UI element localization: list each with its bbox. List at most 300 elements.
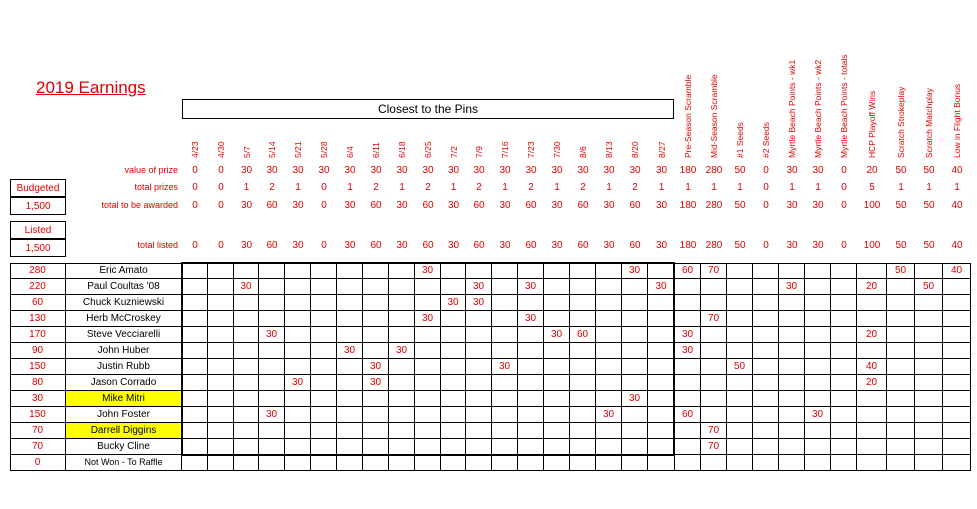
player-name: Justin Rubb: [66, 359, 182, 375]
value-cell: [259, 343, 285, 359]
summary-awarded-cell: 30: [447, 200, 460, 211]
summary-listed-cell: 60: [473, 240, 485, 251]
value-cell: [518, 295, 544, 311]
value-cell: [182, 423, 208, 439]
value-cell: 30: [415, 311, 441, 327]
value-cell: [648, 375, 675, 391]
value-cell: [857, 455, 887, 471]
value-cell: [441, 407, 466, 423]
summary-listed-cell: 50: [734, 240, 746, 251]
value-cell: [518, 375, 544, 391]
value-cell: [466, 375, 492, 391]
summary-prizes-cell: 2: [632, 182, 638, 193]
summary-awarded-cell: 0: [841, 200, 847, 211]
value-cell: [311, 311, 337, 327]
value-cell: [596, 455, 622, 471]
value-cell: [648, 359, 675, 375]
value-cell: [570, 455, 596, 471]
column-header: 8/6: [578, 146, 588, 158]
value-cell: [182, 439, 208, 455]
summary-awarded-cell: 180: [679, 200, 697, 211]
value-cell: [492, 407, 518, 423]
value-cell: [570, 311, 596, 327]
value-cell: [363, 279, 389, 295]
column-header: Myrtle Beach Points - totals: [839, 54, 849, 158]
summary-prizes-cell: 2: [425, 182, 431, 193]
value-cell: 30: [675, 327, 701, 343]
value-cell: 30: [518, 279, 544, 295]
summary-prizes-cell: 1: [399, 182, 405, 193]
value-cell: [727, 343, 753, 359]
value-cell: [466, 391, 492, 407]
value-cell: [831, 407, 857, 423]
value-cell: [675, 455, 701, 471]
value-cell: [285, 279, 311, 295]
value-cell: [259, 391, 285, 407]
column-header: 7/9: [474, 146, 484, 158]
value-cell: [492, 455, 518, 471]
value-cell: [492, 423, 518, 439]
value-cell: [285, 391, 311, 407]
value-cell: [234, 423, 259, 439]
value-cell: [544, 359, 570, 375]
value-cell: [337, 279, 363, 295]
player-name: Darrell Diggins: [66, 423, 182, 439]
value-cell: [779, 391, 805, 407]
summary-prizes-cell: 0: [321, 182, 327, 193]
value-cell: [943, 375, 971, 391]
value-cell: [389, 311, 415, 327]
value-cell: [544, 407, 570, 423]
value-cell: [311, 439, 337, 455]
value-cell: [805, 295, 831, 311]
value-cell: [779, 375, 805, 391]
value-cell: 30: [259, 407, 285, 423]
value-cell: [753, 263, 779, 279]
summary-value-cell: 30: [655, 165, 668, 176]
value-cell: 60: [570, 327, 596, 343]
value-cell: [857, 407, 887, 423]
value-cell: [779, 263, 805, 279]
summary-prizes-cell: 1: [926, 182, 932, 193]
player-name: John Huber: [66, 343, 182, 359]
value-cell: [518, 423, 544, 439]
value-cell: [887, 439, 915, 455]
value-cell: [337, 359, 363, 375]
value-cell: [675, 279, 701, 295]
value-cell: [887, 343, 915, 359]
value-cell: [389, 359, 415, 375]
value-cell: [337, 423, 363, 439]
value-cell: [753, 327, 779, 343]
player-total: 0: [10, 455, 66, 471]
value-cell: [337, 455, 363, 471]
value-cell: [234, 327, 259, 343]
value-cell: [285, 311, 311, 327]
value-cell: [805, 375, 831, 391]
value-cell: [466, 423, 492, 439]
value-cell: [915, 343, 943, 359]
value-cell: [492, 311, 518, 327]
summary-prizes-cell: 1: [295, 182, 301, 193]
value-cell: [234, 359, 259, 375]
value-cell: [701, 295, 727, 311]
column-header: 8/20: [630, 141, 640, 158]
value-cell: [701, 375, 727, 391]
value-cell: [285, 439, 311, 455]
value-cell: [259, 295, 285, 311]
value-of-prize-label: value of prize: [124, 165, 178, 175]
value-cell: [544, 423, 570, 439]
summary-listed-cell: 60: [422, 240, 434, 251]
summary-listed-cell: 60: [577, 240, 589, 251]
value-cell: [466, 455, 492, 471]
value-cell: [234, 375, 259, 391]
summary-awarded-cell: 50: [895, 200, 907, 211]
value-cell: [570, 263, 596, 279]
value-cell: [389, 423, 415, 439]
summary-awarded-cell: 30: [812, 200, 824, 211]
value-cell: [466, 327, 492, 343]
budgeted-value: 1,500: [10, 197, 66, 215]
value-cell: [831, 279, 857, 295]
summary-prizes-cell: 1: [450, 182, 457, 193]
value-cell: [208, 407, 234, 423]
value-cell: [570, 295, 596, 311]
summary-awarded-cell: 30: [292, 200, 304, 211]
value-cell: [648, 295, 675, 311]
column-header: 6/11: [371, 142, 381, 158]
value-cell: [466, 311, 492, 327]
closest-to-pins-banner: Closest to the Pins: [182, 99, 674, 119]
value-cell: [648, 391, 675, 407]
column-header: Pre-Season Scramble: [683, 74, 693, 158]
value-cell: [831, 311, 857, 327]
value-cell: [622, 407, 648, 423]
value-cell: [208, 375, 234, 391]
value-cell: [389, 263, 415, 279]
value-cell: [363, 391, 389, 407]
value-cell: [779, 343, 805, 359]
summary-awarded-cell: 30: [655, 200, 668, 211]
value-cell: [337, 375, 363, 391]
summary-awarded-cell: 50: [734, 200, 746, 211]
summary-awarded-cell: 280: [705, 200, 723, 211]
player-total: 130: [10, 311, 66, 327]
column-header: 5/14: [267, 141, 277, 158]
summary-listed-cell: 30: [655, 240, 668, 251]
column-header: 6/18: [397, 141, 407, 158]
value-cell: [570, 343, 596, 359]
column-header: 8/27: [656, 141, 667, 158]
summary-listed-cell: 50: [895, 240, 907, 251]
value-cell: [779, 295, 805, 311]
value-cell: [441, 343, 466, 359]
player-name: Eric Amato: [66, 263, 182, 279]
value-cell: [182, 327, 208, 343]
summary-awarded-cell: 30: [396, 200, 408, 211]
value-cell: [915, 311, 943, 327]
value-cell: [389, 375, 415, 391]
player-name: Bucky Cline: [66, 439, 182, 455]
value-cell: [441, 263, 466, 279]
value-cell: [727, 327, 753, 343]
value-cell: [701, 455, 727, 471]
summary-listed-cell: 30: [447, 240, 460, 251]
summary-awarded-cell: 60: [629, 200, 641, 211]
summary-prizes-cell: 5: [869, 182, 875, 193]
value-cell: [831, 455, 857, 471]
value-cell: [311, 279, 337, 295]
column-header: HCP Playoff Wins: [867, 90, 877, 158]
value-cell: [259, 423, 285, 439]
value-cell: [857, 391, 887, 407]
column-header: 4/30: [216, 141, 226, 158]
value-cell: [389, 455, 415, 471]
value-cell: [831, 343, 857, 359]
value-cell: [208, 279, 234, 295]
value-cell: [805, 311, 831, 327]
value-cell: [622, 343, 648, 359]
column-header: Myrtle Beach Points - wk2: [813, 59, 823, 158]
value-cell: [544, 391, 570, 407]
value-cell: [727, 375, 753, 391]
value-cell: 70: [701, 263, 727, 279]
value-cell: [596, 391, 622, 407]
value-cell: [363, 263, 389, 279]
value-cell: [701, 327, 727, 343]
column-header: 5/7: [241, 146, 252, 158]
summary-listed-cell: 0: [321, 240, 327, 251]
player-total: 30: [10, 391, 66, 407]
summary-listed-cell: 30: [551, 240, 563, 251]
value-cell: 30: [363, 359, 389, 375]
value-cell: [182, 311, 208, 327]
summary-value-cell: 180: [679, 165, 697, 176]
summary-prizes-cell: 2: [269, 182, 275, 193]
summary-value-cell: 30: [422, 165, 434, 176]
value-cell: [182, 455, 208, 471]
summary-value-cell: 30: [447, 165, 460, 176]
summary-value-cell: 30: [318, 165, 330, 176]
value-cell: [831, 439, 857, 455]
value-cell: [208, 359, 234, 375]
summary-value-cell: 30: [473, 165, 485, 176]
listed-value: 1,500: [10, 239, 66, 257]
summary-prizes-cell: 1: [658, 182, 665, 193]
value-cell: [779, 423, 805, 439]
value-cell: [311, 375, 337, 391]
value-cell: [182, 263, 208, 279]
value-cell: [415, 343, 441, 359]
value-cell: 70: [701, 439, 727, 455]
summary-listed-cell: 0: [218, 240, 224, 251]
value-cell: [915, 391, 943, 407]
value-cell: [753, 407, 779, 423]
summary-listed-cell: 30: [786, 240, 798, 251]
value-cell: [311, 263, 337, 279]
value-cell: 30: [234, 279, 259, 295]
value-cell: [415, 359, 441, 375]
value-cell: [415, 423, 441, 439]
value-cell: [259, 455, 285, 471]
value-cell: [415, 279, 441, 295]
player-total: 220: [10, 279, 66, 295]
value-cell: [518, 359, 544, 375]
value-cell: [234, 391, 259, 407]
value-cell: [518, 391, 544, 407]
value-cell: [570, 375, 596, 391]
value-cell: [492, 391, 518, 407]
summary-value-cell: 30: [786, 165, 798, 176]
summary-prizes-cell: 1: [711, 182, 717, 193]
value-cell: 40: [857, 359, 887, 375]
summary-prizes-cell: 0: [763, 182, 769, 193]
value-cell: 50: [887, 263, 915, 279]
player-total: 150: [10, 407, 66, 423]
summary-listed-cell: 30: [812, 240, 824, 251]
value-cell: [337, 311, 363, 327]
summary-prizes-cell: 0: [192, 182, 198, 193]
player-total: 150: [10, 359, 66, 375]
summary-listed-cell: 60: [629, 240, 641, 251]
value-cell: [779, 439, 805, 455]
summary-awarded-cell: 60: [422, 200, 434, 211]
value-cell: [518, 455, 544, 471]
summary-value-cell: 30: [396, 165, 408, 176]
value-cell: [311, 455, 337, 471]
summary-prizes-cell: 1: [243, 182, 250, 193]
player-name: Herb McCroskey: [66, 311, 182, 327]
value-cell: [337, 407, 363, 423]
value-cell: [518, 407, 544, 423]
value-cell: [943, 423, 971, 439]
player-total: 170: [10, 327, 66, 343]
value-cell: 30: [622, 263, 648, 279]
value-cell: [753, 375, 779, 391]
value-cell: [943, 279, 971, 295]
value-cell: [285, 407, 311, 423]
value-cell: [363, 423, 389, 439]
value-cell: 30: [518, 311, 544, 327]
value-cell: [466, 407, 492, 423]
value-cell: [596, 263, 622, 279]
value-cell: 40: [943, 263, 971, 279]
summary-value-cell: 30: [292, 165, 304, 176]
value-cell: [779, 455, 805, 471]
value-cell: [570, 423, 596, 439]
total-prizes-label: total prizes: [134, 182, 178, 192]
summary-value-cell: 20: [866, 165, 878, 176]
value-cell: [259, 375, 285, 391]
value-cell: [648, 439, 675, 455]
value-cell: [701, 391, 727, 407]
value-cell: 30: [389, 343, 415, 359]
value-cell: [285, 263, 311, 279]
value-cell: [285, 295, 311, 311]
value-cell: [675, 375, 701, 391]
summary-awarded-cell: 0: [192, 200, 198, 211]
value-cell: [234, 263, 259, 279]
value-cell: 30: [779, 279, 805, 295]
summary-awarded-cell: 30: [603, 200, 615, 211]
value-cell: [389, 295, 415, 311]
value-cell: [285, 327, 311, 343]
summary-awarded-cell: 30: [551, 200, 563, 211]
value-cell: [857, 423, 887, 439]
summary-listed-cell: 40: [951, 240, 963, 251]
value-cell: [887, 295, 915, 311]
value-cell: 30: [259, 327, 285, 343]
value-cell: [182, 295, 208, 311]
value-cell: [466, 359, 492, 375]
column-header: Mid-Season Scramble: [709, 74, 719, 158]
value-cell: [182, 375, 208, 391]
summary-value-cell: 30: [370, 165, 382, 176]
summary-prizes-cell: 1: [347, 182, 353, 193]
summary-value-cell: 0: [192, 165, 198, 176]
value-cell: [915, 359, 943, 375]
value-cell: 30: [466, 279, 492, 295]
summary-listed-cell: 30: [396, 240, 408, 251]
value-cell: [753, 391, 779, 407]
value-cell: [622, 439, 648, 455]
value-cell: [622, 295, 648, 311]
value-cell: [701, 407, 727, 423]
value-cell: [570, 407, 596, 423]
player-name: Chuck Kuzniewski: [66, 295, 182, 311]
value-cell: [544, 279, 570, 295]
budgeted-label: Budgeted: [10, 179, 66, 197]
value-cell: [887, 375, 915, 391]
value-cell: 30: [622, 391, 648, 407]
value-cell: [311, 407, 337, 423]
value-cell: [208, 423, 234, 439]
value-cell: [544, 455, 570, 471]
column-header: 8/13: [604, 141, 614, 158]
value-cell: [675, 391, 701, 407]
player-name: Jason Corrado: [66, 375, 182, 391]
value-cell: [915, 455, 943, 471]
value-cell: [208, 327, 234, 343]
summary-awarded-cell: 60: [266, 200, 278, 211]
value-cell: [492, 439, 518, 455]
value-cell: 50: [915, 279, 943, 295]
value-cell: [857, 295, 887, 311]
value-cell: [943, 455, 971, 471]
value-cell: [805, 327, 831, 343]
value-cell: [727, 407, 753, 423]
summary-prizes-cell: 2: [580, 182, 586, 193]
value-cell: [727, 391, 753, 407]
summary-listed-cell: 0: [763, 240, 769, 251]
column-header: Myrtle Beach Points - wk1: [787, 59, 797, 158]
value-cell: [727, 439, 753, 455]
value-cell: [234, 407, 259, 423]
value-cell: [915, 295, 943, 311]
summary-awarded-cell: 0: [218, 200, 224, 211]
player-name: John Foster: [66, 407, 182, 423]
listed-label: Listed: [10, 221, 66, 239]
value-cell: [234, 311, 259, 327]
value-cell: [570, 439, 596, 455]
value-cell: [285, 343, 311, 359]
summary-prizes-cell: 1: [554, 182, 560, 193]
total-listed-label: total listed: [137, 240, 178, 250]
value-cell: [208, 263, 234, 279]
value-cell: [441, 391, 466, 407]
value-cell: [887, 311, 915, 327]
